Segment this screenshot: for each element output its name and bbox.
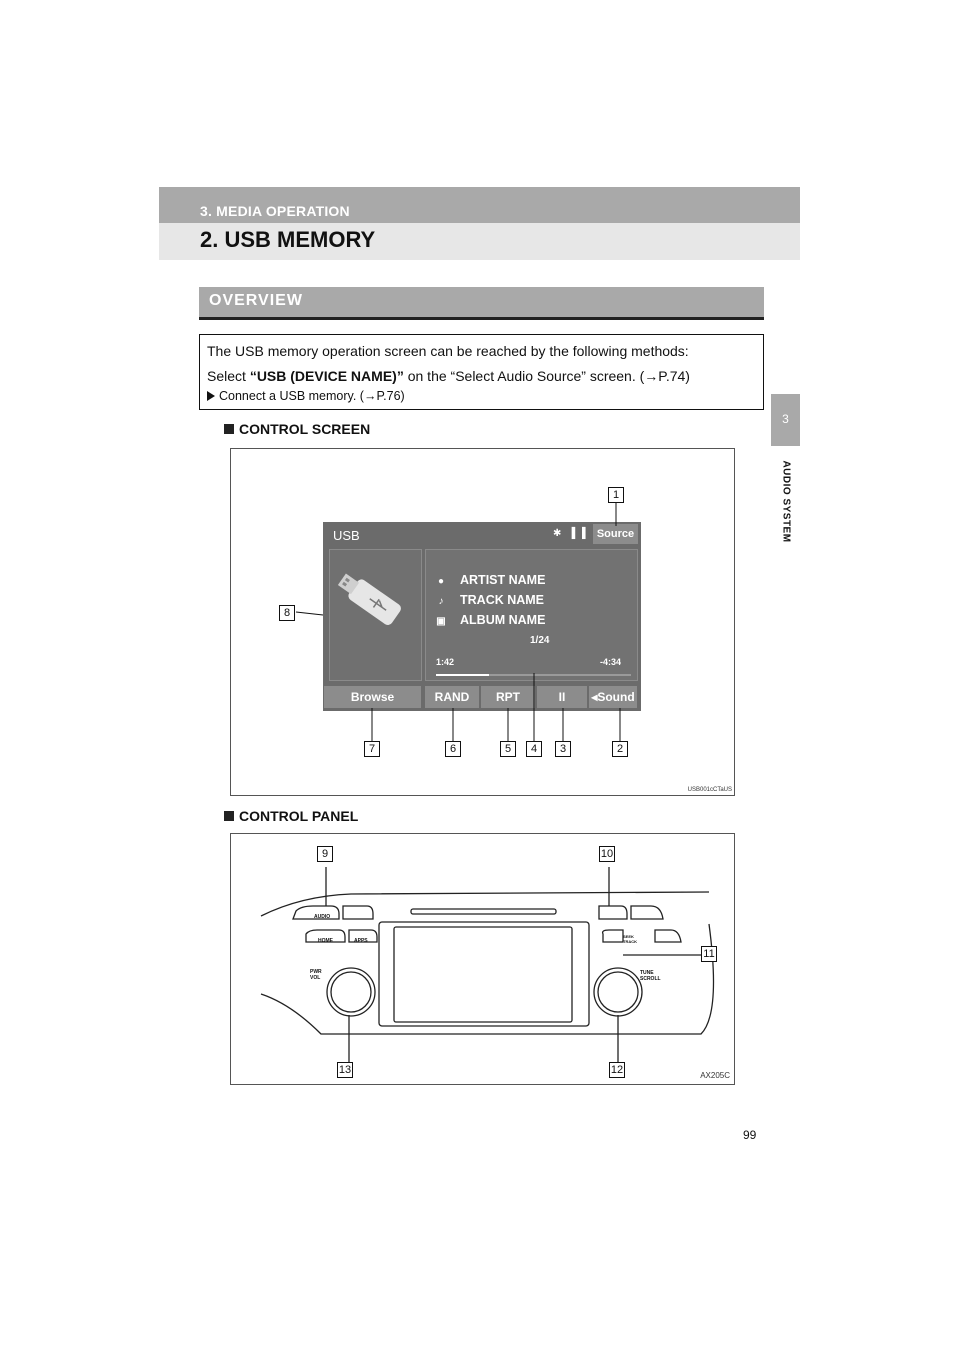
tune-scroll-label: TUNE SCROLL	[640, 970, 661, 982]
callout-12: 12	[610, 1064, 624, 1076]
disc-icon: ▣	[436, 616, 446, 627]
browse-button[interactable]: Browse	[324, 686, 421, 708]
overview-heading	[199, 287, 764, 320]
pwr-vol-label: PWR VOL	[310, 969, 322, 981]
overview-line3	[207, 389, 405, 403]
audio-button-label[interactable]: AUDIO	[314, 914, 331, 920]
figure-caption: USB001cCTaUS	[687, 787, 732, 793]
overview-box	[199, 334, 764, 410]
callout-8: 8	[279, 605, 295, 621]
control-screen-leaders	[230, 448, 733, 794]
panel-figure-caption: AX205C	[700, 1071, 730, 1080]
overview-line2	[207, 368, 690, 384]
callout-3: 3	[555, 741, 571, 757]
chapter-tab	[771, 394, 800, 446]
bullet-arrow-icon	[207, 391, 215, 401]
sound-label: Sound	[597, 690, 635, 704]
random-button[interactable]: RAND	[425, 686, 479, 708]
overview-line3-text: Connect a USB memory. (→P.76)	[219, 389, 405, 403]
callout-2: 2	[612, 741, 628, 757]
control-panel-heading-text: CONTROL PANEL	[239, 808, 359, 824]
square-bullet-icon	[224, 424, 234, 434]
callout-10: 10	[600, 848, 614, 860]
overview-line2-bold: “USB (DEVICE NAME)”	[249, 368, 404, 384]
section-header	[159, 187, 800, 223]
home-button-label[interactable]: HOME	[318, 938, 333, 944]
control-panel-figure	[230, 833, 735, 1085]
track-name: TRACK NAME	[460, 593, 545, 607]
square-bullet-icon	[224, 811, 234, 821]
artist-name: ARTIST NAME	[460, 573, 546, 587]
status-icons: ✱ ▐ ▌	[553, 528, 592, 539]
track-count: 1/24	[530, 635, 550, 646]
section-label: 3. MEDIA OPERATION	[200, 203, 350, 219]
callout-11: 11	[701, 946, 717, 962]
callout-13: 13	[338, 1064, 352, 1076]
repeat-button[interactable]: RPT	[481, 686, 535, 708]
overview-line2-prefix: Select	[207, 368, 250, 384]
callout-6: 6	[445, 741, 461, 757]
pause-button[interactable]: II	[537, 686, 587, 708]
overview-line1: The USB memory operation screen can be reached by the following methods:	[207, 343, 689, 359]
control-screen-heading-text: CONTROL SCREEN	[239, 421, 371, 437]
callout-7: 7	[364, 741, 380, 757]
person-icon: ●	[437, 576, 445, 587]
page-title: 2. USB MEMORY	[200, 227, 376, 252]
page-title-bar	[159, 223, 800, 260]
chapter-label-container	[776, 452, 796, 556]
chapter-label: AUDIO SYSTEM	[780, 460, 792, 543]
screen-title: USB	[333, 528, 360, 543]
seek-track-label: SEEK TRACK	[623, 934, 637, 944]
music-note-icon: ♪	[438, 596, 444, 607]
head-unit-drawing	[231, 834, 734, 1084]
chapter-number: 3	[782, 412, 789, 426]
control-screen-heading	[224, 421, 370, 437]
source-button[interactable]: Source	[593, 524, 638, 544]
control-panel-heading	[224, 808, 358, 824]
callout-4: 4	[526, 741, 542, 757]
overview-title: OVERVIEW	[209, 292, 303, 309]
remaining-time: -4:34	[600, 657, 622, 667]
page-number: 99	[743, 1128, 757, 1142]
callout-5: 5	[500, 741, 516, 757]
speaker-icon: ◂	[591, 690, 598, 704]
overview-line2-suffix: on the “Select Audio Source” screen. (→P.74)	[403, 368, 690, 384]
elapsed-time: 1:42	[436, 657, 455, 667]
callout-1: 1	[608, 487, 624, 503]
album-name: ALBUM NAME	[460, 613, 546, 627]
callout-9: 9	[317, 846, 333, 862]
apps-button-label[interactable]: APPS	[354, 938, 368, 944]
